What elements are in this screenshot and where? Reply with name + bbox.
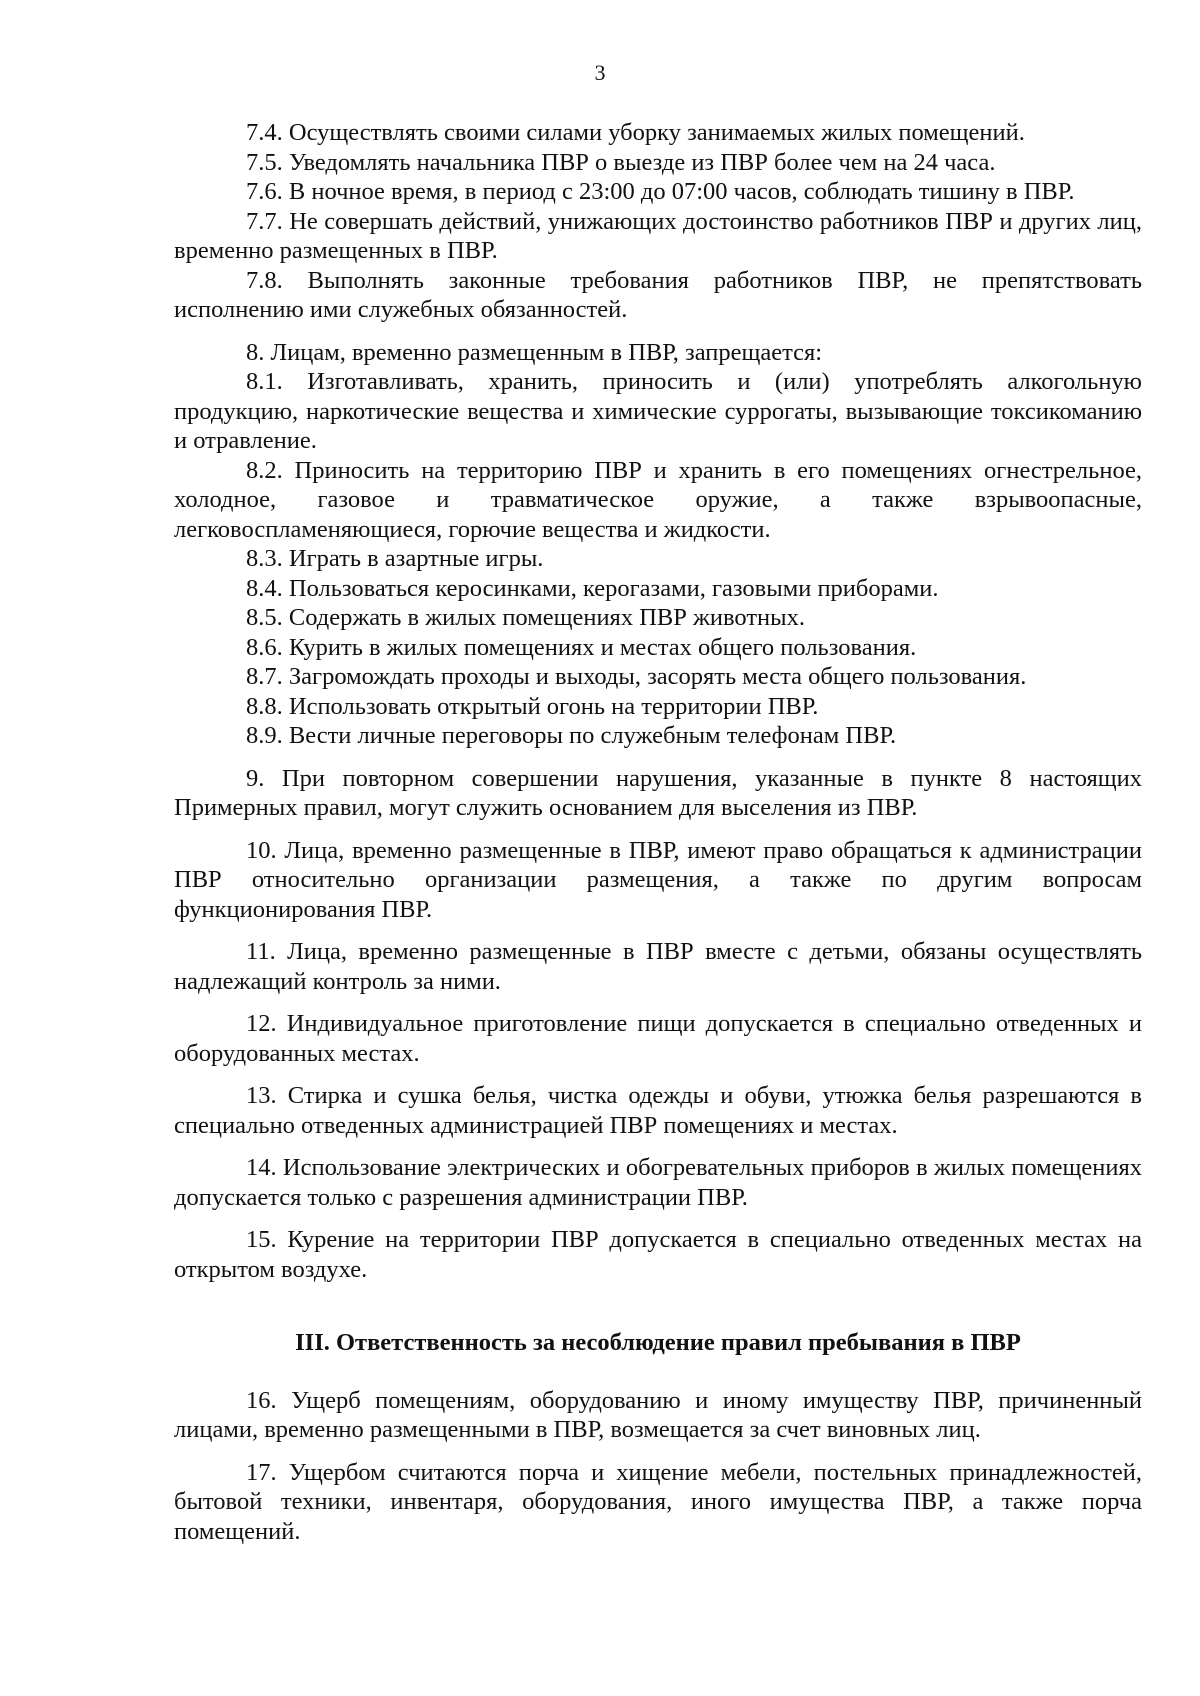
paragraph-10: 10. Лица, временно размещенные в ПВР, имеют право обращаться к администрации ПВР относительно организации размещения, а также по другим вопросам функционирования ПВР. <box>174 836 1142 923</box>
page-number: 3 <box>594 60 606 85</box>
paragraph-12: 12. Индивидуальное приготовление пищи допускается в специально отведенных и оборудованных местах. <box>174 1010 1142 1067</box>
paragraph-13: 13. Стирка и сушка белья, чистка одежды и обуви, утюжка белья разрешаются в специально отведенных администрацией ПВР помещениях и местах. <box>174 1082 1142 1139</box>
paragraph-9: 9. При повторном совершении нарушения, указанные в пункте 8 настоящих Примерных правил, могут служить основанием для выселения из ПВР. <box>174 764 1142 821</box>
paragraph-11: 11. Лица, временно размещенные в ПВР вместе с детьми, обязаны осуществлять надлежащий контроль за ними. <box>174 938 1142 995</box>
document-body <box>174 118 1142 1546</box>
paragraph-8-5: 8.5. Содержать в жилых помещениях ПВР животных. <box>246 604 806 631</box>
section-heading: III. Ответственность за несоблюдение правил пребывания в ПВР <box>295 1329 1021 1356</box>
paragraph-8-9: 8.9. Вести личные переговоры по служебным телефонам ПВР. <box>246 722 897 749</box>
paragraph-7-8: 7.8. Выполнять законные требования работников ПВР, не препятствовать исполнению ими служебных обязанностей. <box>174 266 1142 323</box>
paragraph-15: 15. Курение на территории ПВР допускается в специально отведенных местах на открытом воздухе. <box>174 1226 1142 1283</box>
paragraph-8: 8. Лицам, временно размещенным в ПВР, запрещается: <box>246 338 823 366</box>
paragraph-7-5: 7.5. Уведомлять начальника ПВР о выезде из ПВР более чем на 24 часа. <box>246 148 996 176</box>
paragraph-17: 17. Ущербом считаются порча и хищение мебели, постельных принадлежностей, бытовой техники, инвентаря, оборудования, иного имущества ПВР, а также порча помещений. <box>174 1458 1142 1545</box>
paragraph-8-2: 8.2. Приносить на территорию ПВР и хранить в его помещениях огнестрельное, холодное, газовое и травматическое оружие, а также взрывоопасные, легковоспламеняющиеся, горючие вещества и жидкости. <box>174 456 1142 543</box>
paragraph-7-4: 7.4. Осуществлять своими силами уборку занимаемых жилых помещений. <box>246 119 1025 146</box>
paragraph-8-8: 8.8. Использовать открытый огонь на территории ПВР. <box>246 692 819 720</box>
paragraph-8-1: 8.1. Изготавливать, хранить, приносить и (или) употреблять алкогольную продукцию, наркотические вещества и химические суррогаты, вызывающие токсикоманию и отравление. <box>174 368 1142 454</box>
paragraph-8-7: 8.7. Загромождать проходы и выходы, засорять места общего пользования. <box>246 663 1027 690</box>
paragraph-7-6: 7.6. В ночное время, в период с 23:00 до 07:00 часов, соблюдать тишину в ПВР. <box>246 178 1075 205</box>
paragraph-16: 16. Ущерб помещениям, оборудованию и иному имуществу ПВР, причиненный лицами, временно размещенными в ПВР, возмещается за счет виновных лиц. <box>174 1386 1142 1443</box>
paragraph-8-6: 8.6. Курить в жилых помещениях и местах общего пользования. <box>246 633 917 661</box>
paragraph-14: 14. Использование электрических и обогревательных приборов в жилых помещениях допускается только с разрешения администрации ПВР. <box>174 1154 1142 1211</box>
paragraph-8-3: 8.3. Играть в азартные игры. <box>246 545 544 572</box>
paragraph-8-4: 8.4. Пользоваться керосинками, керогазами, газовыми приборами. <box>246 574 939 602</box>
paragraph-7-7: 7.7. Не совершать действий, унижающих достоинство работников ПВР и других лиц, временно размещенных в ПВР. <box>174 207 1142 264</box>
